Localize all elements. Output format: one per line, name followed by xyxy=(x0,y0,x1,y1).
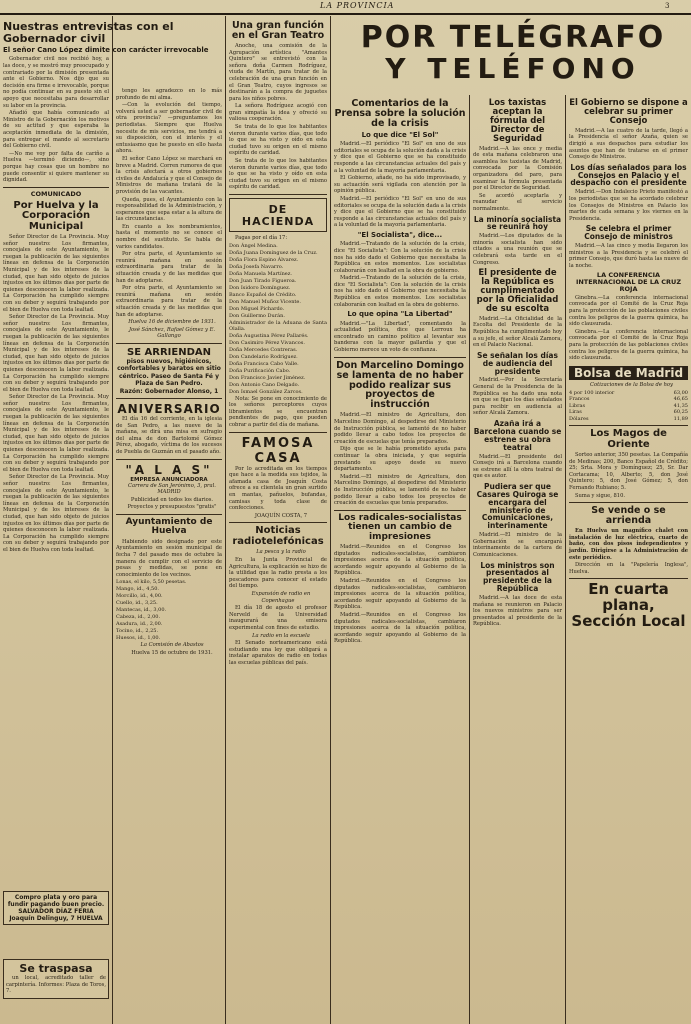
alas-address: Carrera de San Jerónimo, 3, pral. MADRID xyxy=(128,482,216,496)
article-text: Madrid.—Los diputados de la minoría socialista han sido citados a una reunión que se celebrará esta tarde en el Congreso. xyxy=(473,233,562,266)
section-banner-line1: POR TELÉGRAFO xyxy=(360,20,666,55)
bolsa-title: Bolsa de Madrid xyxy=(569,366,688,381)
article-text: Anoche, una comisión de la Agrupación artística "Amantes Quintero" se entrevistó con la señora doña Carmen Rodríguez, viuda de Martín, para tratar de la celebración de una gran función en el Gran Teatro, cuyos ingresos se destinarán a la compra de juguetes para los niños pobres. xyxy=(229,42,327,102)
ayuntamiento-signature: La Comisión de Abastos xyxy=(140,642,204,649)
price-item: Cuello, id., 3,25. xyxy=(116,600,158,607)
famosa-casa-title: FAMOSA CASA xyxy=(241,435,315,466)
hacienda-item: Doña Francisca Cabo Valle. xyxy=(229,360,299,367)
hacienda-intro: Pagas por el día 17: xyxy=(235,235,288,242)
magos-total: Suma y sigue, 810. xyxy=(575,492,626,499)
headline-comentarios: Comentarios de la Prensa sobre la solución de la crisis xyxy=(334,98,466,129)
ayuntamiento-title: Ayuntamiento de Huelva xyxy=(125,516,213,537)
famosa-casa-text: Por lo acreditada en los tiempos que hace a la medida sus tejidos, la afamada casa de Joaquín Costa ofrece a su clientela un gran surtido en mantas, pañuelos, bufandas, camisas y toda clase de confecciones. xyxy=(229,465,327,512)
headline-radicales-socialistas: Los radicales-socialistas tienen un cambio de impresiones xyxy=(338,512,462,542)
hacienda-item: Doña Flora Espino Álvarez. xyxy=(229,256,299,263)
divider xyxy=(569,502,688,503)
subhead-el-socialista: "El Socialista", dice... xyxy=(357,230,443,239)
article-text: Ginebra.—La conferencia internacional convocada por el Comité de la Cruz Roja para la protección de las poblaciones civiles contra los peligros de la guerra química, ha sido clausurada. xyxy=(569,328,688,362)
radio-title: Noticias radiotelefónicas xyxy=(232,525,324,547)
headline-gobernador: Nuestras entrevistas con el Gobernador civil xyxy=(3,20,174,45)
article-text: Madrid.—A las cuatro de la tarde, llegó a la Presidencia el señor Azaña, quien se dirigió a sus despachos para estudiar los asuntos que han de tratarse en el primer Consejo de Ministros. xyxy=(569,127,688,161)
bolsa-label: Libras xyxy=(569,402,586,409)
article-text: Se trata de lo que los habitantes vieron durante varios días, que todo lo que se ha visto y oído en esta ciudad tuvo su origen en el mismo espíritu de caridad. xyxy=(229,158,327,191)
hacienda-item: Doña Juana Domínguez de la Cruz. xyxy=(229,249,318,256)
ayuntamiento-text: Habiendo sido designado por este Ayuntamiento en sesión municipal de fecha 7 del pasado mes de octubre la manera de cumplir con el servicio de pesas y medidas, se pone en conocimiento de los vecinos. xyxy=(116,538,222,578)
alas-line: Proyectos y presupuestos "gratis" xyxy=(127,504,217,511)
article-text: Madrid.—Reunidos en el Congreso los diputados radicales-socialistas, cambiaron impresiones acerca de la situación política, acordando seguir apoyando al Gobierno de la República. xyxy=(334,578,466,611)
hacienda-item: Don Antonio Cano Delgado. xyxy=(229,381,300,388)
headline-primer-consejo: El Gobierno se dispone a celebrar su primer Consejo xyxy=(569,98,688,126)
article-text: La señora Rodríguez acogió con gran simpatía la idea y ofreció su valiosa cooperación. xyxy=(229,103,327,123)
column-5 xyxy=(470,96,565,1024)
aniversario-text: El día 16 del corriente, en la iglesia de San Pedro, a las nueve de la mañana, se dirá una misa en sufragio del alma de don Bartolomé Gómez Pérez, abogado, víctima de los sucesos de Puebla de Guzmán en el pasado año. xyxy=(116,415,222,455)
ad-arriendan-contact: Razón: Gobernador Alonso, 1 xyxy=(119,387,219,395)
bolsa-value: 46,65 xyxy=(673,396,688,403)
hacienda-item: Doña Manuela Martínez. xyxy=(229,270,292,277)
headline-audiencia: Se señalan los días de audiencia del presidente xyxy=(477,350,558,376)
radio-subhead: La radio en la escuela xyxy=(252,632,310,639)
headline-minoria: La minoría socialista se reunirá hoy xyxy=(473,214,562,232)
hacienda-item: Doña Augustina Pérez Pallarés. xyxy=(229,332,309,339)
headline-celebra-consejo: Se celebra el primer Consejo de ministros xyxy=(584,224,673,242)
comunicado-date: Huelva 16 de diciembre de 1931. xyxy=(128,319,216,326)
hacienda-item: Don Isidoro Domínguez. xyxy=(229,284,291,291)
article-text: Madrid.—El periódico "El Sol" en uno de sus editoriales se ocupa de la solución dada a la crisis y dice que el Gobierno que se ha constituido responde a las circunstancias actuales del país y a la voluntad de la mayoría parlamentaria. xyxy=(334,141,466,174)
divider xyxy=(229,432,327,433)
ad-compro-plata: Compro plata y oro para fundir pagando buen precio. SALVADOR DÍAZ FERIA Joaquín Delinguy, 7 HUELVA xyxy=(3,891,109,925)
headline-azana: Azaña irá a Barcelona cuando se estrene su obra teatral xyxy=(473,419,562,452)
article-text: El día 18 de agosto el profesor Nerveld de la Universidad inaugurará una emisora experimental con fines de estudio. xyxy=(229,605,327,631)
divider xyxy=(229,194,327,195)
article-text: tengo les agradezco en lo más profundo de mi alma. xyxy=(116,88,222,101)
divider xyxy=(334,510,466,511)
hacienda-item: Doña Purificación Cabo. xyxy=(229,367,291,374)
article-text: Madrid.—Reunidos en el Congreso los diputados radicales-socialistas, cambiaron impresiones acerca de la situación política, acordando seguir apoyando al Gobierno de la República. xyxy=(334,611,466,645)
article-text: El Gobierno, añade, no ha sido improvisado, y su actuación será vigilada con atención por la opinión pública. xyxy=(334,175,466,195)
ad-se-traspasa: Se traspasa un local, acreditado taller de carpintería. Informes: Plaza de Toros, 7. xyxy=(3,959,109,999)
alas-subtitle: EMPRESA ANUNCIADORA xyxy=(130,476,208,483)
article-text: Madrid.—El periódico "El Sol" en uno de sus editoriales se ocupa de la solución dada a la crisis y dice que el Gobierno que se ha constituido responde a las circunstancias actuales del país y a la voluntad de la mayoría parlamentaria. xyxy=(334,196,466,229)
section-banner-line2: Y TELÉFONO xyxy=(385,52,641,85)
hacienda-list xyxy=(229,243,327,395)
magos-text: Sorteo anterior, 350 pesetas. La Compañía de Medinas; 200, Banco Español de Crédito; 25; Srta. Mora y Domínguez; 25, Sr. Dar Cortacama; 10, Alberto; 5, don José Quintero; 5, don José Gómez; 5, don Fernando Rubiano; 5. xyxy=(569,452,688,492)
divider xyxy=(116,343,222,344)
ad-arriendan-title: SE ARRIENDAN xyxy=(127,346,211,358)
hacienda-item: Administrador de la Aduana de Santa Olalla. xyxy=(229,319,327,332)
divider xyxy=(229,522,327,523)
bolsa-subtitle: Cotizaciones de la Bolsa de hoy xyxy=(590,382,673,389)
hacienda-item: Don Manuel Muñoz Vicente. xyxy=(229,298,301,305)
price-item: Mantecas, id., 3,00. xyxy=(116,607,167,614)
article-text: —No me voy por falta de cariño a Huelva —terminó diciendo—, sino porque hay cosas que un hombre no puede consentir si quiere mantener su dignidad. xyxy=(3,150,109,184)
article-text: Madrid.—A las once y media de esta mañana celebraron una asamblea los taxistas de Madrid, convocada por la Comisión organizadora del paro, para examinar la fórmula presentada por el Director de Seguridad. xyxy=(473,145,562,192)
bolsa-table xyxy=(569,390,688,422)
headline-dias-consejos: Los días señalados para los Consejos en Palacio y el despacho con el presidente xyxy=(570,162,687,188)
article-text: Madrid.—Reunidos en el Congreso los diputados radicales-socialistas, cambiaron impresiones acerca de la situación política, acordando seguir apoyando al Gobierno de la República. xyxy=(334,544,466,577)
bolsa-row xyxy=(569,416,688,422)
article-text: Por otra parte, el Ayuntamiento se reunirá mañana en sesión extraordinaria para tratar de la situación creada y de las medidas que han de adoptarse. xyxy=(116,285,222,318)
divider xyxy=(116,514,222,515)
article-text: Por otra parte, el Ayuntamiento se reunirá mañana en sesión extraordinaria para tratar de la situación creada y de las medidas que han de adoptarse. xyxy=(116,251,222,284)
divider xyxy=(334,357,466,358)
hacienda-item: Don Miguel Pichardo. xyxy=(229,305,285,312)
hacienda-item: Don Francisco Javier Jiménez. xyxy=(229,374,306,381)
divider xyxy=(569,425,688,426)
divider xyxy=(116,459,222,460)
article-text: Madrid.—El ministro de Agricultura, don Marcelino Domingo, al despedirse del Ministerio de Instrucción pública, se lamentó de no haber podido llevar a cabo todos los proyectos de creación de escuelas que tenía preparados. xyxy=(334,412,466,445)
article-text: Se acordó aceptarla y reanudar el servicio normalmente. xyxy=(473,192,562,212)
article-text: El señor Cano López se marchará en breve a Madrid. Corren rumores de que la crisis afectará a otros gobiernos civiles de Andalucía y que el Consejo de Ministros de mañana tratará de la provisión de las vacantes. xyxy=(116,155,222,195)
article-text: Señor Director de La Provincia. Muy señor nuestro: Los firmantes, concejales de este Ayuntamiento, le ruegan la publicación de las siguientes líneas en defensa de la Corporación Municipal y de los intereses de la ciudad, que han sido objeto de juicios injustos en los últimos días por parte de quienes desconocen la labor realizada. La Corporación ha cumplido siempre con su deber y seguirá trabajando por el bien de Huelva con toda lealtad. xyxy=(3,314,109,393)
hacienda-item: Don Candelario Rodríguez. xyxy=(229,353,298,360)
article-text: Madrid.—El ministro de Agricultura, don Marcelino Domingo, al despedirse del Ministerio de Instrucción pública, se lamentó de no haber podido llevar a cabo todos los proyectos de creación de escuelas que tenía preparados. xyxy=(334,473,466,507)
alas-line: Publicidad en todos los diarios. xyxy=(130,496,214,503)
headline-ministros: Los ministros son presentados al presidente de la República xyxy=(480,560,555,594)
comunicado-signatures: José Sánchez, Rafael Gómez y E. Gallango xyxy=(128,326,216,340)
article-text: Madrid.—La Oficialidad de la Escolta del Presidente de la República ha cumplimentado hoy a su jefe, el señor Alcalá Zamora, en el Palacio Nacional. xyxy=(473,315,562,349)
headline-taxistas: Los taxistas aceptan la fórmula del Director de Seguridad xyxy=(488,98,547,144)
comunicado-title: COMUNICADO xyxy=(30,189,82,198)
price-item: Morcillo, id., 4,00. xyxy=(116,593,163,600)
column-6 xyxy=(566,96,691,1024)
price-list xyxy=(116,579,222,641)
article-text: Madrid.—Don Indalecio Prieto manifestó a los periodistas que se ha acordado celebrar los Consejos de Ministros en Palacio los martes de cada semana y los viernes en la Presidencia. xyxy=(569,189,688,222)
article-text: En la Junta Provincial de Agricultura, la explicación se hizo de la utilidad que la radio presta a los pescadores para conocer el estado del tiempo. xyxy=(229,557,327,590)
bolsa-label: Francos xyxy=(569,396,590,403)
article-text: Madrid.—Tratando de la solución de la crisis, dice "El Socialista": Con la solución de la crisis nos ha sido dado el Gobierno que necesitaba la República en estos momentos. Los socialistas colaborarán con lealtad en la obra de gobierno. xyxy=(334,241,466,274)
article-text: Señor Director de La Provincia. Muy señor nuestro: Los firmantes, concejales de este Ayuntamiento, le ruegan la publicación de las siguientes líneas en defensa de la Corporación Municipal y de los intereses de la ciudad, que han sido objeto de juicios injustos en los últimos días por parte de quienes desconocen la labor realizada. La Corporación ha cumplido siempre con su deber y seguirá trabajando por el bien de Huelva con toda lealtad. xyxy=(3,234,109,313)
article-text: Queda, pues, el Ayuntamiento con la responsabilidad de la Administración, y esperamos que sepa estar a la altura de las circunstancias. xyxy=(116,196,222,223)
headline-presidente-escolta: El presidente de la República es cumplimentado por la Oficialidad de su escolta xyxy=(476,268,559,314)
subhead-dimision: El señor Cano López dimite con carácter irrevocable xyxy=(3,46,209,55)
bolsa-label: 4 por 100 interior xyxy=(569,390,615,397)
hacienda-item: Don Ángel Medina. xyxy=(229,242,278,249)
article-text: El Senado norteamericano está estudiando una ley que obligará a instalar aparatos de radio en todas las escuelas públicas del país. xyxy=(229,640,327,666)
vende-text: En Huelva un magnífico chalet con instalación de luz eléctrica, cuarto de baño, con dos pisos independientes y jardín. Dirigirse a la Administración de este periódico. xyxy=(569,528,688,561)
ayuntamiento-date: Huelva 15 de octubre de 1931. xyxy=(131,649,213,656)
bolsa-value: 41,35 xyxy=(673,402,688,409)
bolsa-label: Liras xyxy=(569,409,582,416)
magos-title: Los Magos de Oriente xyxy=(590,428,667,450)
headline-marcelino-domingo: Don Marcelino Domingo se lamenta de no haber podido realizar sus proyectos de instrucción xyxy=(336,359,464,411)
hacienda-item: Don Guillermo Durán. xyxy=(229,312,285,319)
article-text: Madrid.—Por la Secretaría General de la Presidencia de la República se ha dado una nota en que se fijan los días señalados para recibir en audiencia al señor Alcalá Zamora. xyxy=(473,377,562,417)
page-number: 3 xyxy=(665,2,670,10)
hacienda-item: Doña Mercedes Contreras. xyxy=(229,346,298,353)
hacienda-item: Doña Josefa Navarro. xyxy=(229,263,284,270)
article-text: Madrid.—"La Libertad", comentando la actualidad política, dice que Lerroux ha encontrado un camino político al levantar sus banderas con la mayor gallardía y que el Gobierno merece un voto de confianza. xyxy=(334,320,466,353)
article-text: Madrid.—A las doce de esta mañana se reunieron en Palacio los nuevos ministros para ser presentados al presidente de la República. xyxy=(473,595,562,628)
vende-contact: Dirección en la "Papelería Inglesa", Huelva. xyxy=(569,562,688,575)
article-text: Señor Director de La Provincia. Muy señor nuestro: Los firmantes, concejales de este Ayuntamiento, le ruegan la publicación de las siguientes líneas en defensa de la Corporación Municipal y de los intereses de la ciudad, que han sido objeto de juicios injustos en los últimos días por parte de quienes desconocen la labor realizada. La Corporación ha cumplido siempre con su deber y seguirá trabajando por el bien de Huelva con toda lealtad. xyxy=(3,474,109,553)
hacienda-title: DE HACIENDA xyxy=(241,203,315,228)
hacienda-item: Banco Español de Crédito. xyxy=(229,291,297,298)
hacienda-note: Nota: Se pone en conocimiento de los señores perceptores cuyos libramientos se encuentran pendientes de pago, que pueden cobrar a partir del día de mañana. xyxy=(229,395,327,429)
hacienda-box xyxy=(229,198,327,232)
article-text: Señor Director de La Provincia. Muy señor nuestro: Los firmantes, concejales de este Ayuntamiento, le ruegan la publicación de las siguientes líneas en defensa de la Corporación Municipal y de los intereses de la ciudad, que han sido objeto de juicios injustos en los últimos días por parte de quienes desconocen la labor realizada. La Corporación ha cumplido siempre con su deber y seguirá trabajando por el bien de Huelva con toda lealtad. xyxy=(3,394,109,473)
headline-casares-quiroga: Pudiera ser que Casares Quiroga se encargara del ministerio de Comunicaciones, interinamente xyxy=(476,481,559,531)
article-text: Añadió que había comunicado al Ministro de la Gobernación los motivos de su actitud y que esperaba la aceptación inmediata de la dimisión, para entregar el mando al secretario del Gobierno civil. xyxy=(3,110,109,150)
radio-subhead: Expansión de radio en Copenhague xyxy=(251,590,311,604)
article-text: Madrid.—A las cinco y media llegaron los ministros a la Presidencia y se celebró el primer Consejo, que duró hasta las nueve de la noche. xyxy=(569,243,688,269)
hacienda-item: Don Ismael González Zarcos. xyxy=(229,388,303,395)
price-item: Mango, id., 4,50. xyxy=(116,586,160,593)
aniversario-title: ANIVERSARIO xyxy=(117,401,221,416)
article-text: Madrid.—El ministro de la Gobernación se encargará interinamente de la cartera de Comunicaciones. xyxy=(473,532,562,558)
hacienda-item: Don Juan Tirado Figueroa. xyxy=(229,277,297,284)
masthead: LA PROVINCIA xyxy=(320,1,395,10)
divider xyxy=(116,398,222,399)
ad-arriendan-text: pisos nuevos, higiénicos, confortables y baratos en sitio céntrico. Paseo de Santa Fé y Plaza de San Pedro. xyxy=(117,357,221,388)
headline-cruz-roja: LA CONFERENCIA INTERNACIONAL DE LA CRUZ ROJA xyxy=(575,271,682,294)
article-text: Dijo que se le había prometido ayuda para continuar la obra iniciada, y que seguiría prestando su apoyo desde su nuevo departamento. xyxy=(334,446,466,473)
headline-gran-funcion: Una gran función en el Gran Teatro xyxy=(231,20,325,41)
hacienda-item: Don Casimiro Pérez Vivancos. xyxy=(229,339,305,346)
column-4 xyxy=(331,96,469,1024)
subhead-la-libertad: Lo que opina "La Libertad" xyxy=(347,310,453,319)
bolsa-value: 60,25 xyxy=(673,409,688,416)
price-item: Cabeza, id., 2,00. xyxy=(116,614,161,621)
alas-title: "A L A S" xyxy=(125,462,213,477)
article-text: Madrid.—Tratando de la solución de la crisis, dice "El Socialista": Con la solución de la crisis nos ha sido dado el Gobierno que necesitaba la República en estos momentos. Los socialistas colaborarán con lealtad en la obra de gobierno. xyxy=(334,275,466,308)
divider xyxy=(569,578,688,579)
column-2 xyxy=(113,88,225,1024)
article-text: En cuanto a los nombramientos, hasta el momento no se conoce el nombre del sustituto. Se habla de varios candidatos. xyxy=(116,223,222,250)
famosa-casa-signature: JOAQUÍN COSTA, 7 xyxy=(254,512,308,519)
column-3 xyxy=(226,18,330,1024)
price-item: Huesos, id., 1,00. xyxy=(116,635,161,642)
cuarta-plana: En cuarta plana, Sección Local xyxy=(571,580,686,630)
comunicado-headline: Por Huelva y la Corporación Municipal xyxy=(13,199,99,232)
article-text: Se trata de lo que los habitantes vieron durante varios días, que todo lo que se ha visto y oído en esta ciudad tuvo su origen en el mismo espíritu de caridad. xyxy=(229,124,327,157)
article-text: Ginebra.—La conferencia internacional convocada por el Comité de la Cruz Roja para la protección de las poblaciones civiles contra los peligros de la guerra química, ha sido clausurada. xyxy=(569,294,688,328)
vende-title: Se vende o se arrienda xyxy=(591,505,666,527)
bolsa-value: 63,00 xyxy=(673,390,688,397)
price-item: Lonas, el kilo, 5,50 pesetas. xyxy=(116,579,187,586)
price-item: Tocino, id., 2,25. xyxy=(116,628,159,635)
price-item: Asadura, id., 2,00. xyxy=(116,621,163,628)
bolsa-label: Dólares xyxy=(569,415,589,422)
divider xyxy=(3,187,109,188)
article-text: Gobernador civil nos recibió hoy, a las doce, y se mostró muy preocupado y contrariado por la dimisión presentada ante el Gobierno. Nos dijo que su decisión era firme e irrevocable, porque no podía continuar en su puesto sin el apoyo que necesitaba para desarrollar su labor en la provincia. xyxy=(3,56,109,109)
article-text: Madrid.—El presidente del Consejo irá a Barcelona cuando se estrene allí la obra teatral de que es autor. xyxy=(473,453,562,480)
radio-subhead: La pesca y la radio xyxy=(256,549,306,556)
header-rule xyxy=(0,13,691,15)
bolsa-value: 11,89 xyxy=(673,415,688,422)
article-text: —Con la evolución del tiempo, volverá usted a ser gobernador civil de otra provincia? —preguntamos los periodistas. Siempre que Huelva necesite de mis servicios, me tendrá a su disposición, con el interés y el entusiasmo que he puesto en ello hasta ahora. xyxy=(116,102,222,155)
subhead-el-sol: Lo que dice "El Sol" xyxy=(361,130,439,139)
